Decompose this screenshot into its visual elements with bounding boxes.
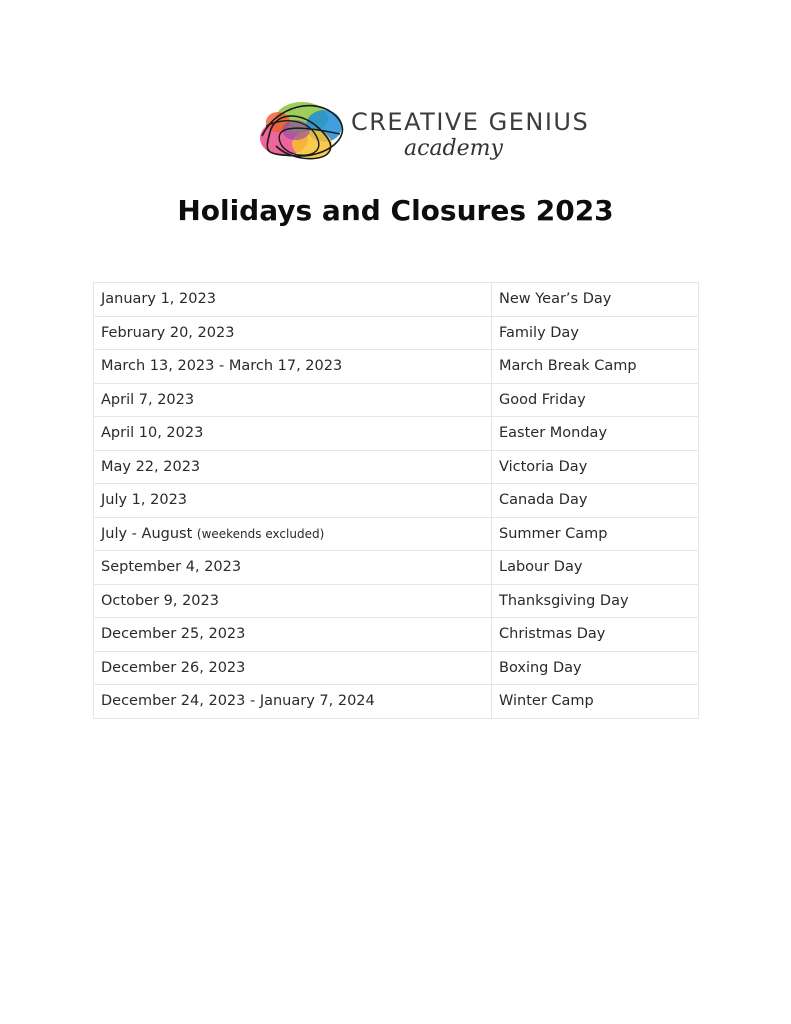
- table-row: [94, 417, 699, 451]
- date-cell: [94, 685, 492, 719]
- date-note: (weekends excluded): [196, 526, 325, 541]
- date-cell: [94, 651, 492, 685]
- table-row: [94, 584, 699, 618]
- date-text: October 9, 2023: [101, 592, 219, 609]
- event-cell: Family Day: [492, 316, 699, 350]
- event-cell: Winter Camp: [492, 685, 699, 719]
- event-cell: Good Friday: [492, 383, 699, 417]
- date-text: February 20, 2023: [101, 324, 235, 341]
- date-cell: [94, 383, 492, 417]
- table-row: [94, 350, 699, 384]
- brand-logo: [256, 96, 590, 172]
- date-cell: [94, 316, 492, 350]
- date-cell: [94, 551, 492, 585]
- event-cell: Canada Day: [492, 484, 699, 518]
- date-cell: [94, 450, 492, 484]
- table-row: [94, 283, 699, 317]
- date-cell: [94, 283, 492, 317]
- table-row: [94, 450, 699, 484]
- brand-name: CREATIVE GENIUS: [351, 108, 590, 136]
- date-text: July 1, 2023: [101, 492, 188, 509]
- date-text: March 13, 2023 - March 17, 2023: [101, 358, 343, 375]
- date-cell: [94, 517, 492, 551]
- event-cell: Labour Day: [492, 551, 699, 585]
- date-text: September 4, 2023: [101, 559, 242, 576]
- table-row: [94, 618, 699, 652]
- table-row: [94, 316, 699, 350]
- holiday-table: [93, 282, 699, 719]
- event-cell: New Year’s Day: [492, 283, 699, 317]
- table-row: [94, 551, 699, 585]
- event-cell: Boxing Day: [492, 651, 699, 685]
- date-text: July - August: [101, 525, 193, 542]
- date-cell: [94, 484, 492, 518]
- table-row: [94, 383, 699, 417]
- date-text: December 25, 2023: [101, 626, 246, 643]
- date-text: January 1, 2023: [101, 291, 216, 308]
- date-cell: [94, 584, 492, 618]
- scribble-logo-icon: [256, 96, 348, 166]
- event-cell: Christmas Day: [492, 618, 699, 652]
- table-row: [94, 685, 699, 719]
- event-cell: Thanksgiving Day: [492, 584, 699, 618]
- brand-tagline: academy: [404, 136, 503, 161]
- event-cell: March Break Camp: [492, 350, 699, 384]
- page-title: Holidays and Closures 2023: [177, 194, 614, 227]
- event-cell: Easter Monday: [492, 417, 699, 451]
- date-cell: [94, 350, 492, 384]
- table-row: [94, 651, 699, 685]
- date-text: December 26, 2023: [101, 659, 246, 676]
- holiday-table-body: [94, 283, 699, 719]
- date-text: April 10, 2023: [101, 425, 204, 442]
- table-row: [94, 484, 699, 518]
- table-row: [94, 517, 699, 551]
- event-cell: Summer Camp: [492, 517, 699, 551]
- date-text: May 22, 2023: [101, 458, 201, 475]
- event-cell: Victoria Day: [492, 450, 699, 484]
- date-text: December 24, 2023 - January 7, 2024: [101, 693, 375, 710]
- date-cell: [94, 417, 492, 451]
- date-cell: [94, 618, 492, 652]
- date-text: April 7, 2023: [101, 391, 195, 408]
